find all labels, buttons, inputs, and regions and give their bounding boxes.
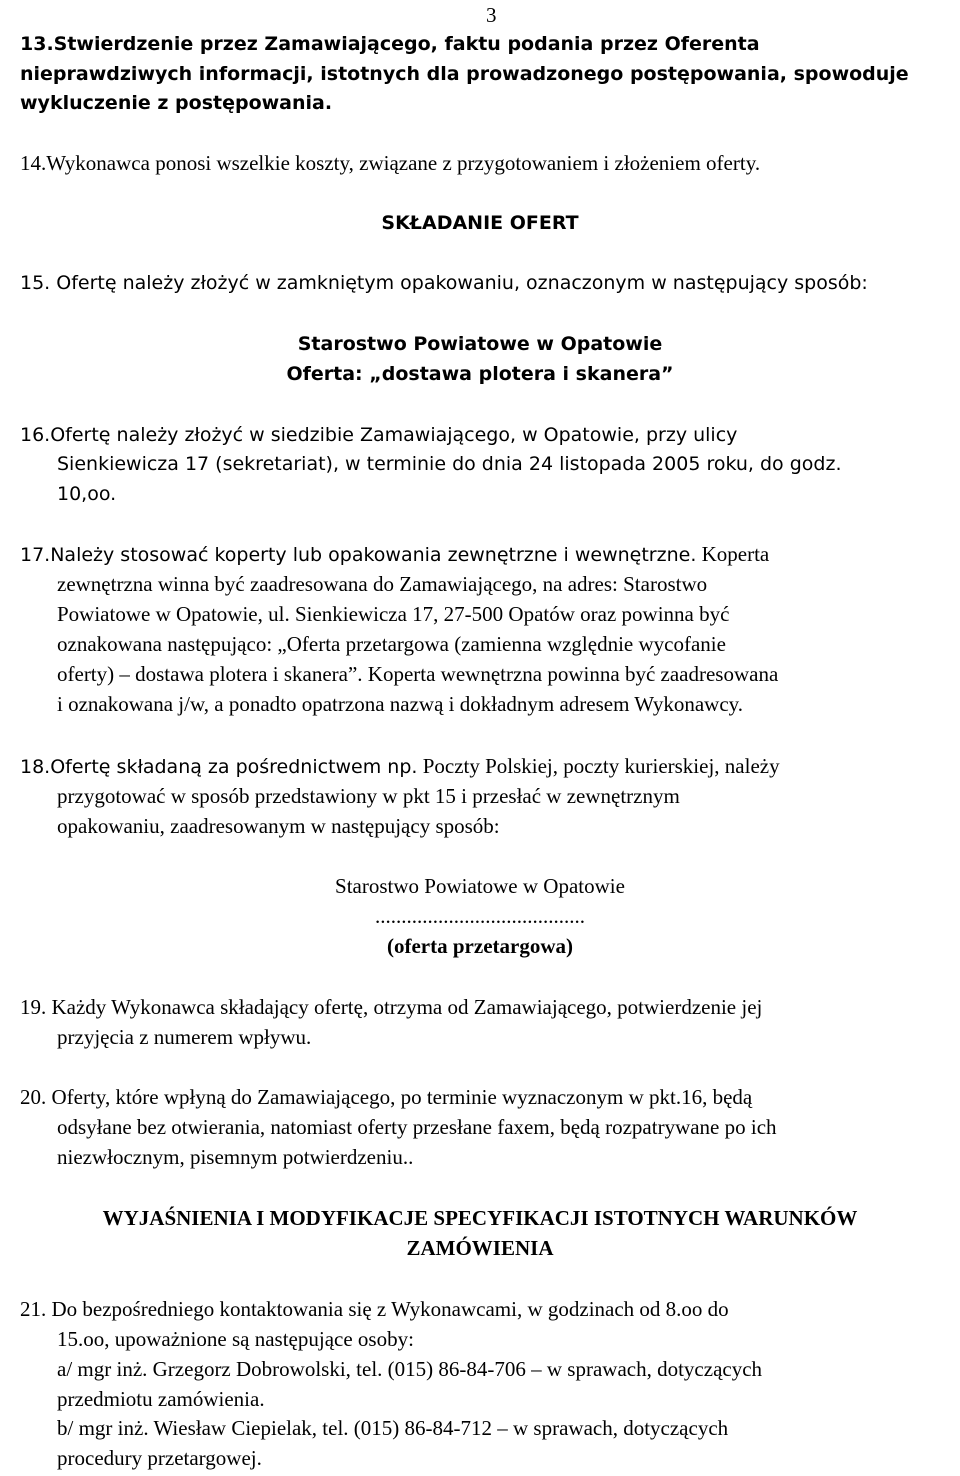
text-line: wykluczenie z postępowania. bbox=[20, 92, 333, 114]
text-line: procedury przetargowej. bbox=[57, 1446, 262, 1470]
text-line: Powiatowe w Opatowie, ul. Sienkiewicza 17, 27-500 Opatów oraz powinna być bbox=[57, 602, 730, 626]
section-title: SKŁADANIE OFERT bbox=[381, 212, 579, 234]
text-line: 17.Należy stosować koperty lub opakowania zewnętrzne i wewnętrzne. Koperta bbox=[20, 542, 770, 566]
text-line: opakowaniu, zaadresowanym w następujący sposób: bbox=[57, 814, 500, 838]
label-line: (oferta przetargowa) bbox=[387, 934, 573, 958]
text-line: zewnętrzna winna być zaadresowana do Zamawiającego, na adres: Starostwo bbox=[57, 572, 708, 596]
text-line: 13.Stwierdzenie przez Zamawiającego, faktu podania przez Oferenta bbox=[20, 33, 760, 55]
text-line: oferty) – dostawa plotera i skanera”. Koperta wewnętrzna powinna być zaadresowana bbox=[57, 662, 779, 686]
heading-line: ZAMÓWIENIA bbox=[406, 1236, 554, 1260]
label-dots: ........................................ bbox=[375, 904, 585, 928]
text-line: 18.Ofertę składaną za pośrednictwem np. Poczty Polskiej, poczty kurierskiej, należy bbox=[20, 754, 780, 778]
heading-line: WYJAŚNIENIA I MODYFIKACJE SPECYFIKACJI ISTOTNYCH WARUNKÓW bbox=[102, 1206, 858, 1230]
text-line: a/ mgr inż. Grzegorz Dobrowolski, tel. (015) 86-84-706 – w sprawach, dotyczących bbox=[57, 1357, 763, 1381]
label-line: Starostwo Powiatowe w Opatowie bbox=[297, 333, 663, 355]
paragraph-15: 15. Ofertę należy złożyć w zamkniętym opakowaniu, oznaczonym w następujący sposób: bbox=[20, 272, 868, 294]
text-line: 20. Oferty, które wpłyną do Zamawiającego, po terminie wyznaczonym w pkt.16, będą bbox=[20, 1085, 753, 1109]
text-line: 15.oo, upoważnione są następujące osoby: bbox=[57, 1327, 414, 1351]
text-line: 19. Każdy Wykonawca składający ofertę, otrzyma od Zamawiającego, potwierdzenie jej bbox=[20, 995, 763, 1019]
text-line: przyjęcia z numerem wpływu. bbox=[57, 1025, 312, 1049]
text-line: 10,oo. bbox=[57, 483, 117, 505]
text-line: oznakowana następująco: „Oferta przetargowa (zamienna względnie wycofanie bbox=[57, 632, 726, 656]
text-line: odsyłane bez otwierania, natomiast oferty przesłane faxem, będą rozpatrywane po ich bbox=[57, 1115, 777, 1139]
text-line: nieprawdziwych informacji, istotnych dla prowadzonego postępowania, spowoduje bbox=[20, 63, 909, 85]
text-line: 21. Do bezpośredniego kontaktowania się z Wykonawcami, w godzinach od 8.oo do bbox=[20, 1297, 729, 1321]
text-line: b/ mgr inż. Wiesław Ciepielak, tel. (015) 86-84-712 – w sprawach, dotyczących bbox=[57, 1416, 729, 1440]
text-line: Sienkiewicza 17 (sekretariat), w terminie do dnia 24 listopada 2005 roku, do godz. bbox=[57, 453, 842, 475]
page-number: 3 bbox=[486, 3, 497, 27]
text-line: niezwłocznym, pisemnym potwierdzeniu.. bbox=[57, 1145, 414, 1169]
label-line: Starostwo Powiatowe w Opatowie bbox=[335, 874, 625, 898]
label-line: Oferta: „dostawa plotera i skanera” bbox=[286, 363, 674, 385]
text-line: i oznakowana j/w, a ponadto opatrzona nazwą i dokładnym adresem Wykonawcy. bbox=[57, 692, 744, 716]
text-line: przygotować w sposób przedstawiony w pkt 15 i przesłać w zewnętrznym bbox=[57, 784, 680, 808]
text-line: 16.Ofertę należy złożyć w siedzibie Zamawiającego, w Opatowie, przy ulicy bbox=[20, 424, 738, 446]
paragraph-14: 14.Wykonawca ponosi wszelkie koszty, związane z przygotowaniem i złożeniem oferty. bbox=[20, 151, 761, 175]
text-line: przedmiotu zamówienia. bbox=[57, 1387, 265, 1411]
